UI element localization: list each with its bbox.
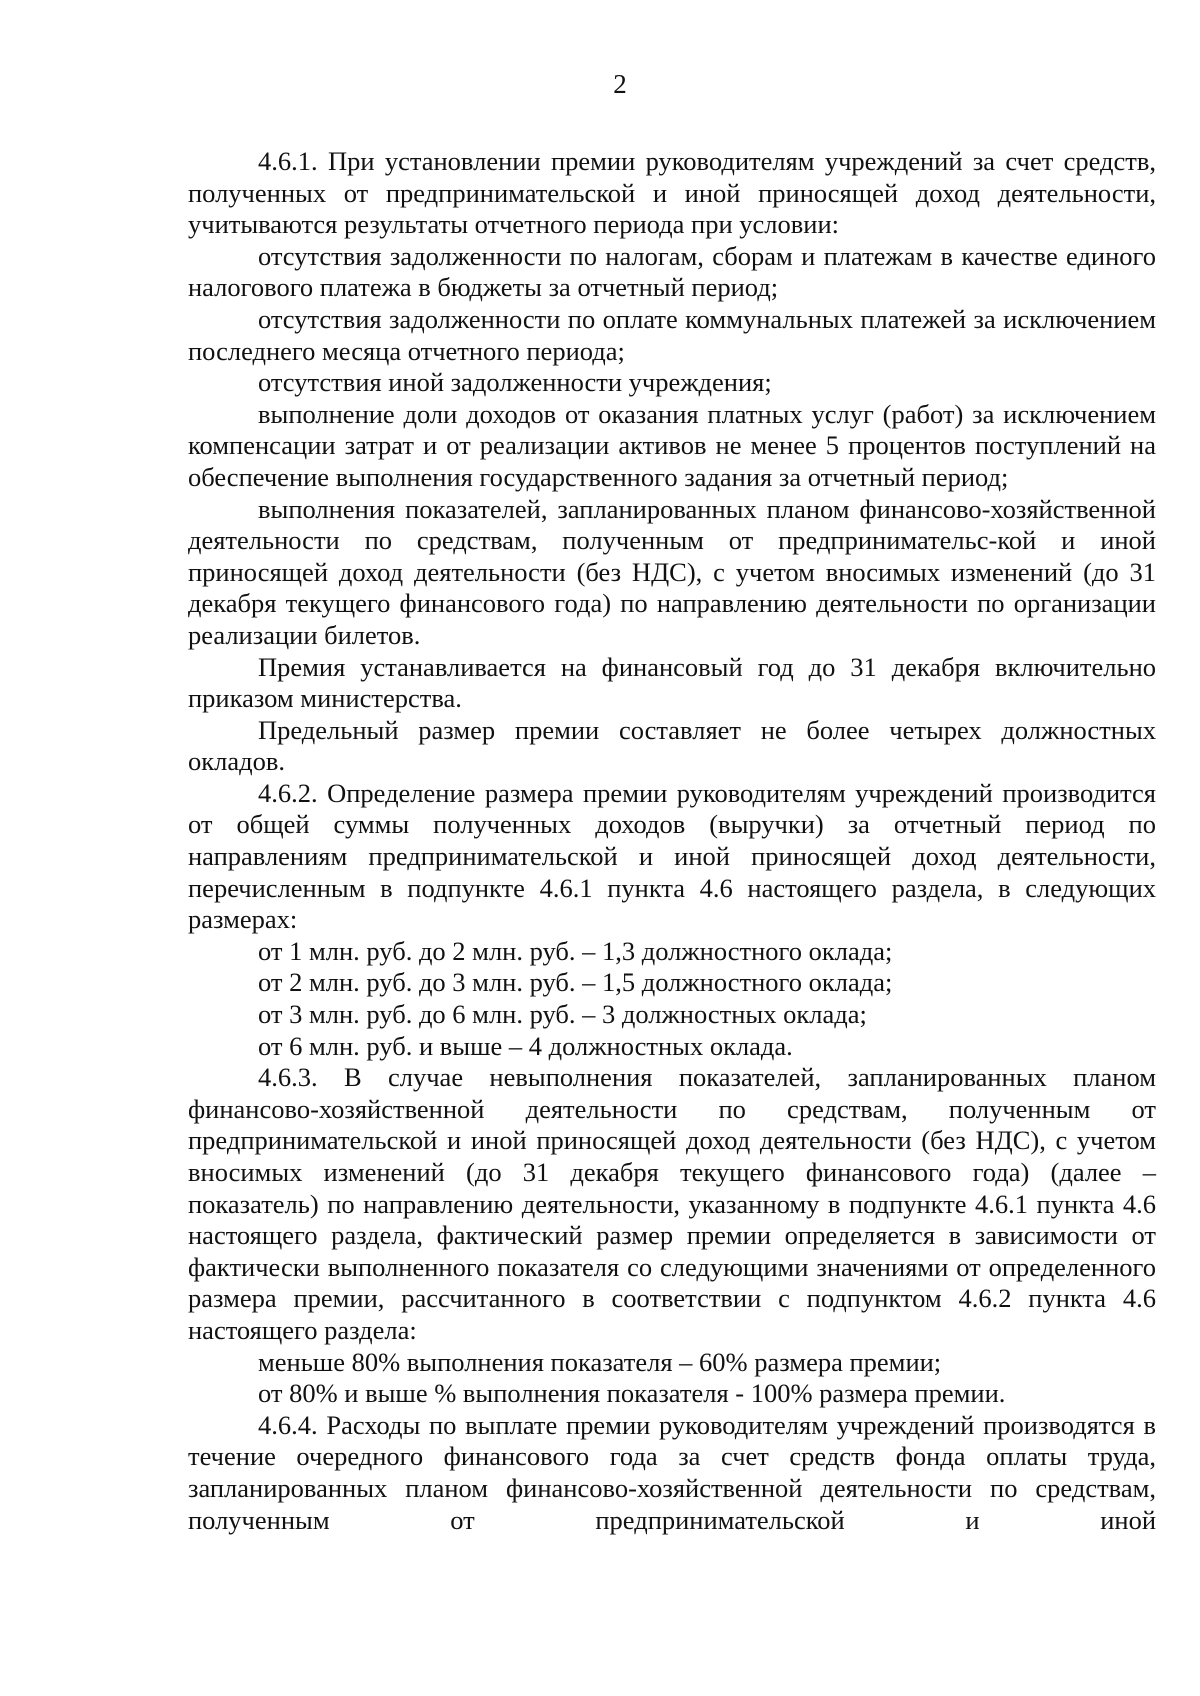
condition-paid-services-share: выполнение доли доходов от оказания платных услуг (работ) за исключением компенсации затрат и от реализации активов не менее 5 процентов поступлений на обеспечение выполнения государственного задания за отчетный период; (188, 398, 1163, 492)
bonus-scale-item: от 6 млн. руб. и выше – 4 должностных оклада. (258, 1030, 793, 1061)
bonus-period-paragraph: Премия устанавливается на финансовый год до 31 декабря включительно приказом министерства. (188, 651, 1163, 714)
performance-scale-item: меньше 80% выполнения показателя – 60% размера премии; (258, 1346, 942, 1377)
condition-utility-debt: отсутствия задолженности по оплате коммунальных платежей за исключением последнего месяца отчетного периода; (188, 303, 1163, 366)
paragraph-4-6-1: 4.6.1. При установлении премии руководителям учреждений за счет средств, полученных от предпринимательской и иной приносящей доход деятельности, учитываются результаты отчетного периода при условии: (188, 146, 1163, 240)
bonus-scale-item: от 1 млн. руб. до 2 млн. руб. – 1,3 должностного оклада; (258, 935, 893, 966)
bonus-limit-paragraph: Предельный размер премии составляет не более четырех должностных окладов. (188, 714, 1163, 777)
paragraph-4-6-3: 4.6.3. В случае невыполнения показателей, запланированных планом финансово-хозяйственной деятельности по средствам, полученным от предпринимательской и иной приносящей доход деятельности (без НДС), с учетом вносимых изменений (до 31 декабря текущего финансового года) (далее – показатель) по направлению деятельности, указанному в подпункте 4.6.1 пункта 4.6 настоящего раздела, фактический размер премии определяется в зависимости от фактически выполненного показателя со следующими значениями от определенного размера премии, рассчитанного в соответствии с подпунктом 4.6.2 пункта 4.6 настоящего раздела: (188, 1062, 1163, 1345)
condition-tax-debt: отсутствия задолженности по налогам, сборам и платежам в качестве единого налогового платежа в бюджеты за отчетный период; (188, 240, 1163, 303)
bonus-scale-item: от 2 млн. руб. до 3 млн. руб. – 1,5 должностного оклада; (258, 967, 893, 998)
condition-plan-indicators: выполнения показателей, запланированных планом финансово-хозяйственной деятельности по средствам, полученным от предпринимательс-кой и иной приносящей доход деятельности (без НДС), с учетом вносимых изменений (до 31 декабря текущего финансового года) по направлению деятельности по организации реализации билетов. (188, 493, 1163, 650)
performance-scale-item: от 80% и выше % выполнения показателя - 100% размера премии. (258, 1378, 1006, 1409)
page-number: 2 (613, 69, 627, 99)
paragraph-4-6-2: 4.6.2. Определение размера премии руководителям учреждений производится от общей суммы полученных доходов (выручки) за отчетный период по направлениям предпринимательской и иной приносящей доход деятельности, перечисленным в подпункте 4.6.1 пункта 4.6 настоящего раздела, в следующих размерах: (188, 777, 1163, 935)
bonus-scale-item: от 3 млн. руб. до 6 млн. руб. – 3 должностных оклада; (258, 999, 867, 1030)
paragraph-4-6-4: 4.6.4. Расходы по выплате премии руководителям учреждений производятся в течение очередного финансового года за счет средств фонда оплаты труда, запланированных планом финансово-хозяйственной деятельности по средствам, полученным от предпринимательской и иной (188, 1409, 1163, 1535)
condition-other-debt: отсутствия иной задолженности учреждения; (258, 367, 772, 398)
document-body (188, 146, 1163, 1536)
